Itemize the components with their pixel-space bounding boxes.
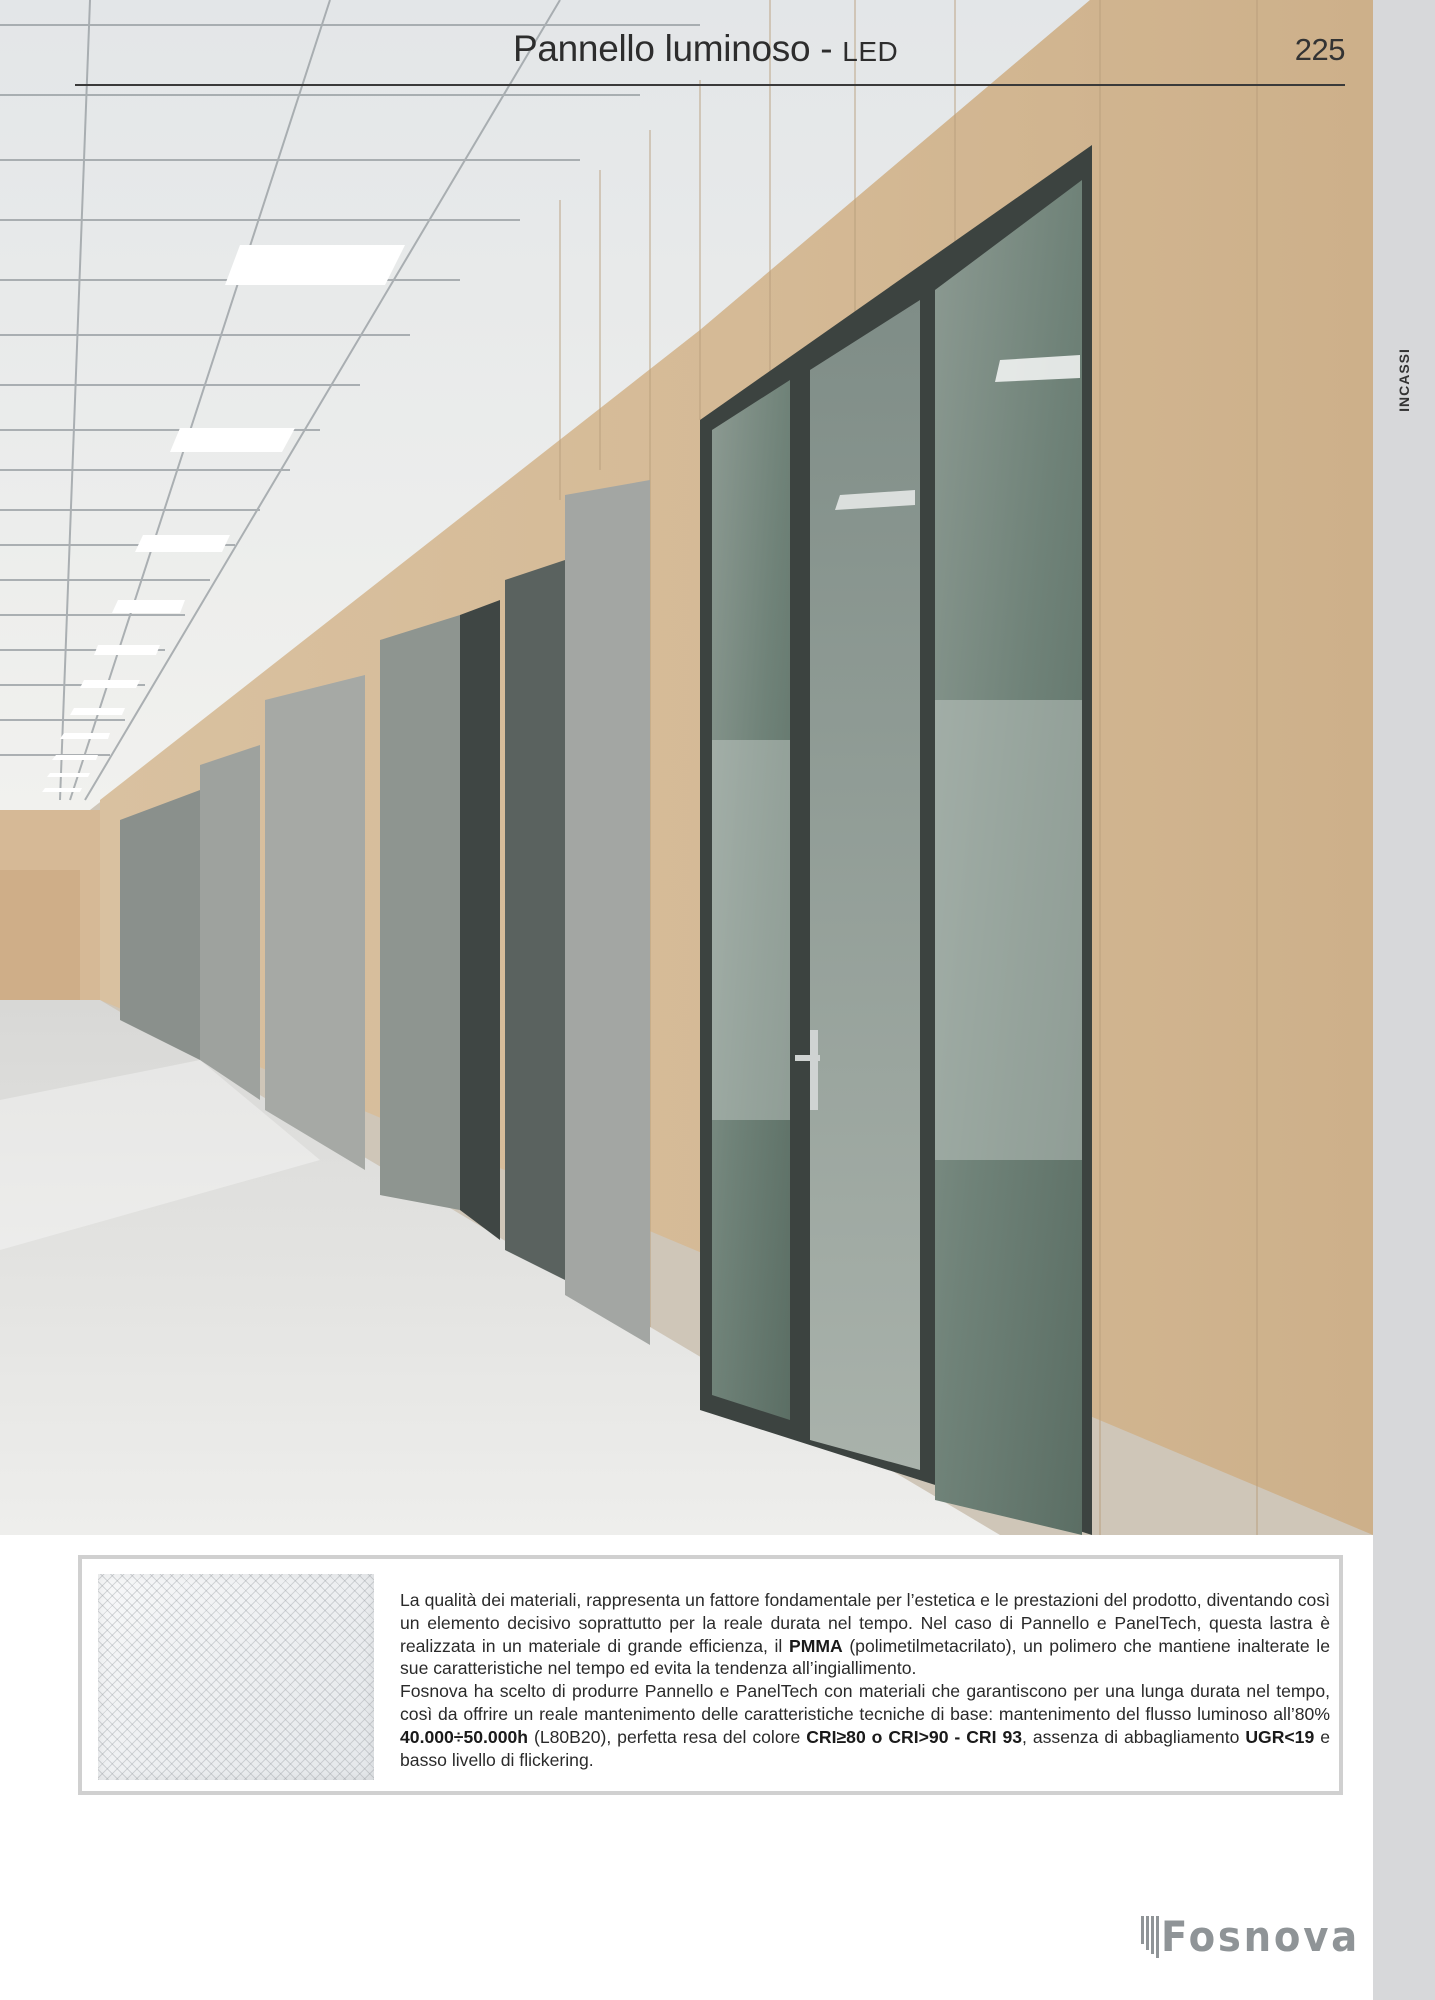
description-paragraph-1 xyxy=(400,1589,1330,1680)
text-run: La qualità dei materiali, rappresenta un fattore fondamentale per l’estetica e le prestazioni del prodotto, diventando così un elemento decisivo soprattutto per la reale durata nel tempo. Nel caso di Pannello e PanelTech, questa lastra è realizzata in un materiale di grande efficienza, il xyxy=(400,1590,1330,1656)
description-text xyxy=(400,1589,1330,1771)
text-bold: CRI≥80 o CRI>90 - CRI 93 xyxy=(806,1726,1023,1747)
text-run: (polimetilmetacrilato), un polimero che mantiene inalterate le sue caratteristiche nel tempo ed evita la tendenza all’ingiallimento. xyxy=(400,1635,1330,1679)
page-title xyxy=(513,28,898,70)
text-run: e basso livello di flickering. xyxy=(400,1726,1330,1770)
pmma-texture-image xyxy=(98,1574,374,1780)
text-bold: 40.000÷50.000h xyxy=(400,1726,529,1747)
text-bold: UGR<19 xyxy=(1245,1726,1315,1747)
page-header xyxy=(75,24,1345,86)
text-run: , assenza di abbagliamento xyxy=(1022,1726,1246,1747)
header-rule xyxy=(75,84,1345,86)
section-tab-label: INCASSI xyxy=(1396,348,1413,412)
text-run: Fosnova ha scelto di produrre Pannello e PanelTech con materiali che garantiscono per una lunga durata nel tempo, così da offrire un reale mantenimento delle caratteristiche tecniche di base: mantenimento del flusso luminoso all’80% xyxy=(400,1681,1330,1724)
page-subtitle: LED xyxy=(842,36,899,67)
page-number: 225 xyxy=(1294,32,1345,67)
logo-mark-icon xyxy=(1141,1916,1159,1958)
logo-text: Fosnova xyxy=(1161,1912,1361,1961)
page-title-text: Pannello luminoso - xyxy=(513,28,843,69)
section-tab xyxy=(1373,300,1435,460)
info-box xyxy=(78,1555,1343,1795)
text-run: (L80B20), perfetta resa del colore xyxy=(528,1726,807,1747)
description-paragraph-2 xyxy=(400,1680,1330,1771)
text-bold: PMMA xyxy=(788,1635,843,1656)
fosnova-logo xyxy=(1141,1912,1377,1961)
